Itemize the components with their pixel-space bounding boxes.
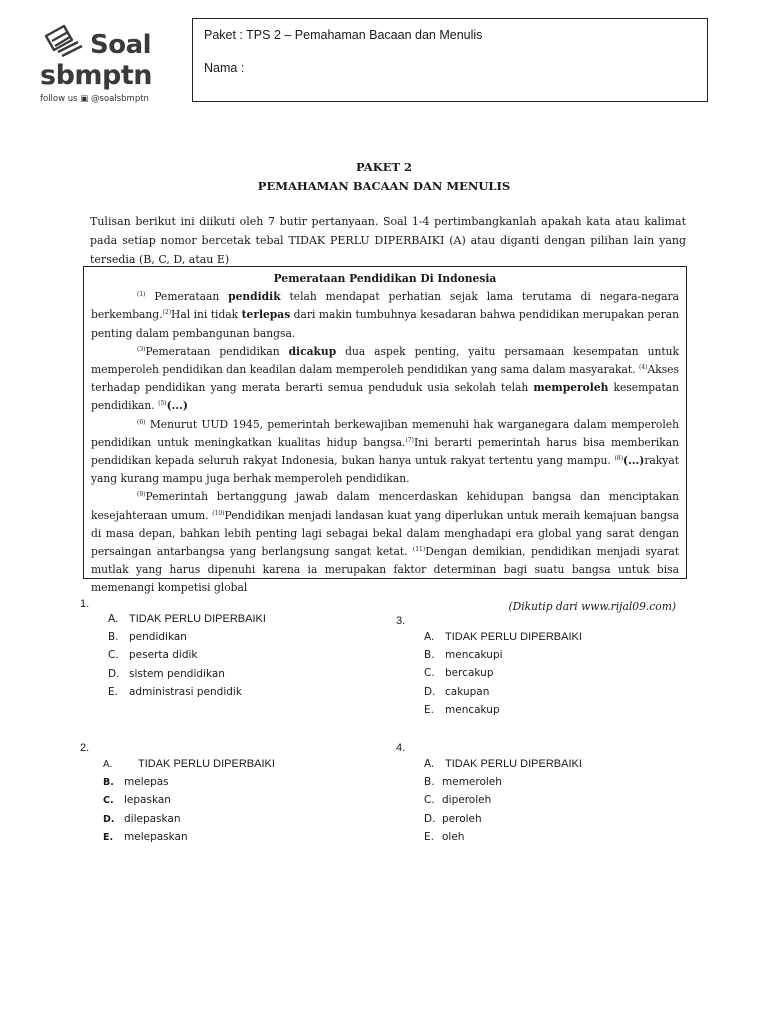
sentence-number: (7) — [405, 436, 414, 444]
option-letter: C. — [424, 794, 435, 807]
option-c[interactable] — [424, 794, 582, 812]
section-title: PEMAHAMAN BACAAN DAN MENULIS — [257, 179, 511, 193]
option-b[interactable] — [108, 631, 266, 649]
passage-paragraph-1 — [91, 288, 679, 343]
option-text: oleh — [442, 830, 465, 843]
option-text: peserta didik — [129, 649, 198, 662]
sentence-number: (11) — [412, 546, 426, 554]
passage-text: kesempatan pendidikan. — [91, 381, 680, 413]
option-text: administrasi pendidik — [129, 685, 242, 698]
blank-marker: (...) — [166, 399, 188, 413]
option-letter: E. — [108, 685, 118, 698]
sentence-number: (10) — [212, 509, 225, 517]
passage-text: dari makin tumbuhnya kesadaran bahwa pendidikan merupakan peran penting dalam pembangunan bangsa. — [91, 308, 679, 340]
passage-text: Ini berarti pemerintah harus bisa memberikan pendidikan kepada seluruh rakyat Indonesia, bukan hanya untuk rakyat tertentu yang mampu. — [91, 435, 679, 468]
option-d[interactable] — [103, 813, 275, 831]
passage-title: Pemerataan Pendidikan Di Indonesia — [273, 272, 497, 285]
option-text: pendidikan — [129, 631, 187, 644]
passage-text: Hal ini tidak — [171, 308, 242, 322]
option-letter: E. — [424, 830, 434, 843]
passage-text: telah mendapat perhatian sejak lama terutama di negara-negara berkembang. — [91, 290, 679, 322]
passage-source: (Dikutip dari www.rijal09.com) — [508, 599, 676, 613]
option-text: TIDAK PERLU DIPERBAIKI — [129, 613, 266, 625]
option-letter: D. — [424, 812, 436, 825]
question-4-options — [424, 758, 582, 849]
sentence-number: (5) — [158, 400, 167, 408]
option-text: TIDAK PERLU DIPERBAIKI — [445, 631, 582, 643]
bold-word: memperoleh — [533, 381, 609, 395]
option-a[interactable] — [424, 631, 582, 649]
question-2-number: 2. — [80, 742, 90, 754]
option-letter: C. — [108, 649, 119, 662]
option-text: TIDAK PERLU DIPERBAIKI — [445, 758, 582, 770]
question-4-number: 4. — [396, 742, 406, 754]
paket-title: PAKET 2 — [355, 160, 413, 174]
question-3-number: 3. — [396, 615, 406, 627]
sentence-number: (9) — [137, 491, 146, 499]
option-letter: E. — [424, 703, 434, 716]
paket-label: Paket : TPS 2 – Pemahaman Bacaan dan Menulis — [204, 28, 483, 42]
option-d[interactable] — [424, 686, 582, 704]
option-e[interactable] — [103, 831, 275, 849]
logo-follow-text: follow us ▣ @soalsbmptn — [40, 94, 149, 104]
option-text: dilepaskan — [124, 812, 181, 825]
option-letter: B. — [108, 631, 119, 644]
option-text: lepaskan — [124, 794, 171, 807]
underlined-word: pendidik — [228, 290, 281, 304]
passage-text: Pemerataan pendidikan — [145, 344, 289, 358]
bold-word: terlepas — [241, 308, 291, 322]
passage-paragraph-2 — [91, 343, 679, 416]
option-text: sistem pendidikan — [129, 667, 225, 680]
option-d[interactable] — [108, 668, 266, 686]
passage-text: Pendidikan menjadi landasan kuat yang diperlukan untuk meraih kemajuan bangsa di masa depan, bahkan lebih penting lagi sebagai bekal dalam menghadapi era global yang sarat dengan persaingan antarbangsa yang berlangsung sangat ketat. — [91, 508, 679, 559]
option-letter: D. — [103, 813, 115, 825]
passage-text: dua aspek penting, yaitu persamaan kesempatan untuk memperoleh pendidikan dan keadilan dalam memperoleh pendidikan yang sama dalam masyarakat. — [91, 344, 679, 377]
nama-field-label: Nama : — [204, 61, 245, 75]
option-c[interactable] — [424, 667, 582, 685]
passage-text: Dengan demikian, pendidikan menjadi syarat mutlak yang harus dipenuhi karena ia merupakan faktor determinan bagi suatu bangsa untuk bisa memenangi kompetisi global — [91, 545, 679, 595]
option-letter: E. — [103, 831, 114, 843]
option-letter: A. — [424, 758, 435, 770]
passage-text: rakyat yang kurang mampu juga berhak memperoleh pendidikan. — [91, 454, 679, 486]
passage-paragraph-4 — [91, 488, 679, 597]
instructions-paragraph: Tulisan berikut ini diikuti oleh 7 butir pertanyaan. Soal 1-4 pertimbangkanlah apakah kata atau kalimat pada setiap nomor bercetak tebal TIDAK PERLU DIPERBAIKI (A) atau diganti dengan pilihan lain yang tersedia (B, C, D, atau E) — [90, 215, 686, 266]
passage-text: Akses terhadap pendidikan yang merata berarti semua penduduk usia sekolah telah — [91, 363, 679, 395]
option-a[interactable] — [108, 613, 266, 631]
blank-marker: (...) — [623, 454, 645, 468]
option-letter: B. — [103, 777, 114, 789]
option-letter: C. — [424, 667, 435, 680]
option-e[interactable] — [424, 831, 582, 849]
option-b[interactable] — [103, 776, 275, 794]
option-letter: B. — [424, 649, 435, 662]
question-3-options — [424, 631, 582, 722]
option-a[interactable] — [424, 758, 582, 776]
option-a[interactable] — [103, 758, 275, 776]
option-b[interactable] — [424, 649, 582, 667]
option-text: mencakup — [445, 703, 500, 716]
option-e[interactable] — [108, 686, 266, 704]
option-text: melepas — [124, 776, 169, 789]
option-text: melepaskan — [124, 830, 188, 843]
option-text: peroleh — [442, 812, 482, 825]
option-text: mencakupi — [445, 649, 503, 662]
option-text: bercakup — [445, 667, 494, 680]
option-text: TIDAK PERLU DIPERBAIKI — [138, 758, 275, 770]
sentence-number: (4) — [639, 364, 648, 372]
passage-text: Menurut UUD 1945, pemerintah berkewajiban memenuhi hak warganegara dalam memperoleh pendidikan untuk meningkatkan kualitas hidup bangsa. — [91, 417, 679, 449]
option-b[interactable] — [424, 776, 582, 794]
option-text: cakupan — [445, 685, 490, 698]
option-text: memeroleh — [442, 776, 502, 789]
header-box — [192, 18, 708, 102]
passage-text: Pemerataan — [145, 290, 229, 304]
question-1-options — [108, 613, 266, 704]
option-d[interactable] — [424, 813, 582, 831]
sentence-number: (3) — [137, 345, 146, 353]
sentence-number: (1) — [137, 291, 146, 299]
sentence-number: (8) — [614, 455, 624, 463]
sentence-number: (2) — [162, 309, 172, 317]
question-1-number: 1. — [80, 598, 90, 610]
option-c[interactable] — [103, 794, 275, 812]
option-letter: A. — [103, 759, 113, 770]
option-letter: D. — [424, 685, 436, 698]
sentence-number: (6) — [137, 418, 146, 426]
option-letter: B. — [424, 776, 435, 789]
passage-paragraph-3 — [91, 416, 679, 489]
logo-word-soal: Soal — [90, 30, 152, 60]
option-e[interactable] — [424, 704, 582, 722]
bold-word: dicakup — [288, 344, 337, 358]
option-c[interactable] — [108, 649, 266, 667]
logo-word-sbmptn: sbmptn — [40, 60, 152, 91]
option-letter: D. — [108, 667, 120, 680]
option-letter: C. — [103, 795, 114, 807]
option-text: diperoleh — [442, 794, 492, 807]
option-letter: A. — [108, 613, 119, 625]
option-letter: A. — [424, 631, 435, 643]
passage-text: Pemerintah bertanggung jawab dalam mencerdaskan kehidupan bangsa dan menciptakan kesejahteraan umum. — [91, 490, 679, 522]
reading-passage — [83, 266, 687, 613]
question-2-options — [103, 758, 275, 849]
stacked-papers-icon — [42, 22, 88, 58]
soal-sbmptn-logo — [40, 22, 170, 104]
